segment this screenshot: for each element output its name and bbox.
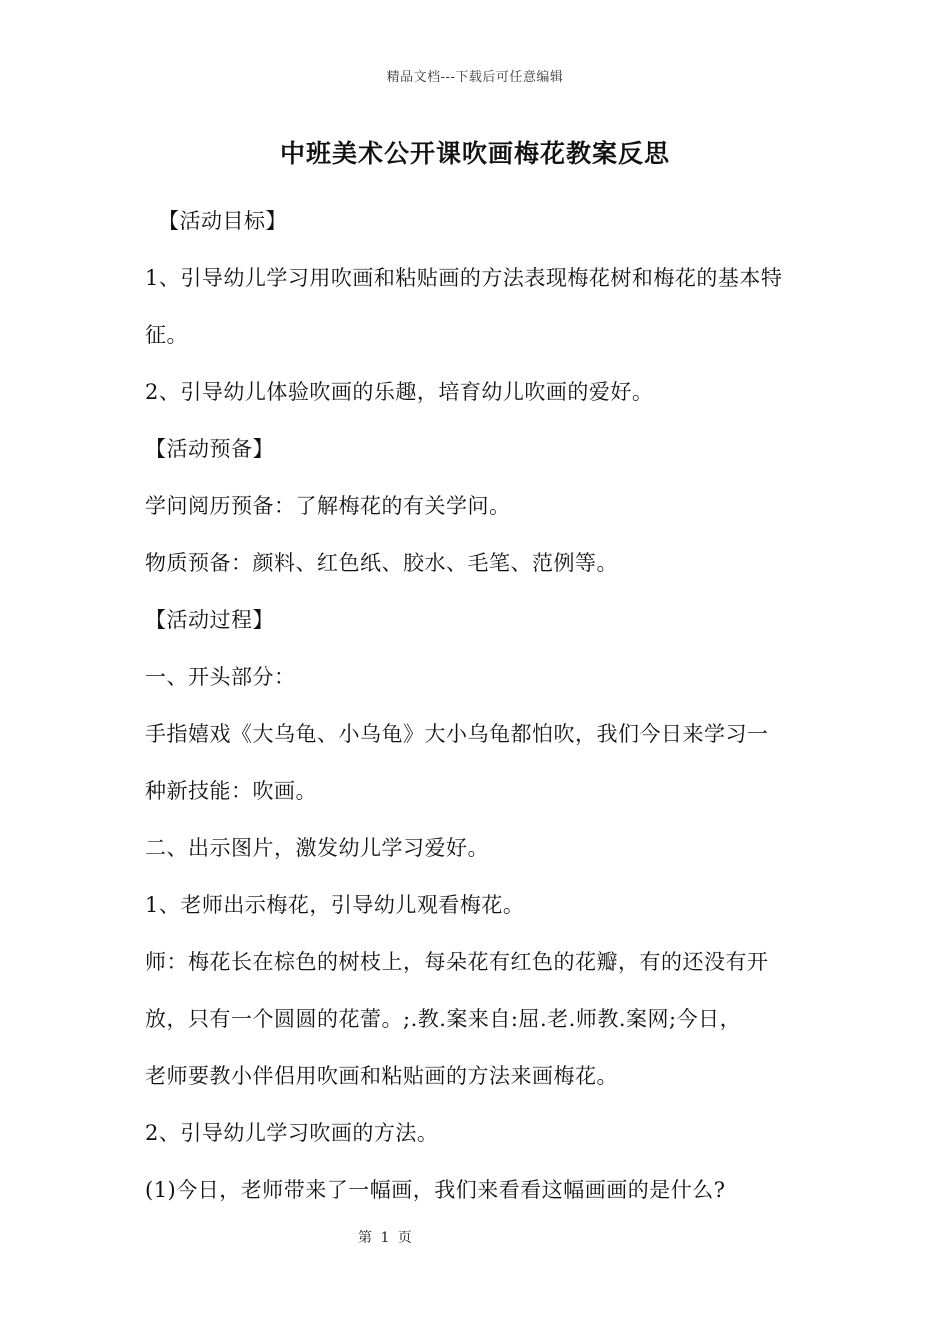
section-heading-process: 【活动过程】 (145, 608, 274, 632)
section-heading-goals: 【活动目标】 (158, 209, 287, 233)
paragraph-line: (1)今日，老师带来了一幅画，我们来看看这幅画画的是什么? (145, 1178, 726, 1202)
paragraph-line: 师：梅花长在棕色的树枝上，每朵花有红色的花瓣，有的还没有开 (145, 950, 769, 974)
paragraph-line: 2、引导幼儿学习吹画的方法。 (145, 1121, 439, 1145)
paragraph-line: 放，只有一个圆圆的花蕾。;.教.案来自:屈.老.师教.案网;今日， (145, 1007, 742, 1031)
paragraph-line: 种新技能：吹画。 (145, 779, 317, 803)
paragraph-line: 老师要教小伴侣用吹画和粘贴画的方法来画梅花。 (145, 1064, 618, 1088)
section-heading-preparation: 【活动预备】 (145, 437, 274, 461)
paragraph-line: 一、开头部分： (145, 665, 296, 689)
paragraph-line: 物质预备：颜料、红色纸、胶水、毛笔、范例等。 (145, 551, 618, 575)
paragraph-line: 1、老师出示梅花，引导幼儿观看梅花。 (145, 893, 525, 917)
paragraph-line: 手指嬉戏《大乌龟、小乌龟》大小乌龟都怕吹，我们今日来学习一 (145, 722, 769, 746)
paragraph-line: 学问阅历预备：了解梅花的有关学问。 (145, 494, 511, 518)
paragraph-line: 二、出示图片，激发幼儿学习爱好。 (145, 836, 489, 860)
paragraph-line: 1、引导幼儿学习用吹画和粘贴画的方法表现梅花树和梅花的基本特 (145, 266, 783, 290)
page-number: 第 1 页 (358, 1230, 414, 1246)
paragraph-line: 2、引导幼儿体验吹画的乐趣，培育幼儿吹画的爱好。 (145, 380, 654, 404)
paragraph-line: 征。 (145, 323, 188, 347)
document-title: 中班美术公开课吹画梅花教案反思 (279, 139, 670, 168)
page-header: 精品文档---下载后可任意编辑 (386, 70, 564, 85)
